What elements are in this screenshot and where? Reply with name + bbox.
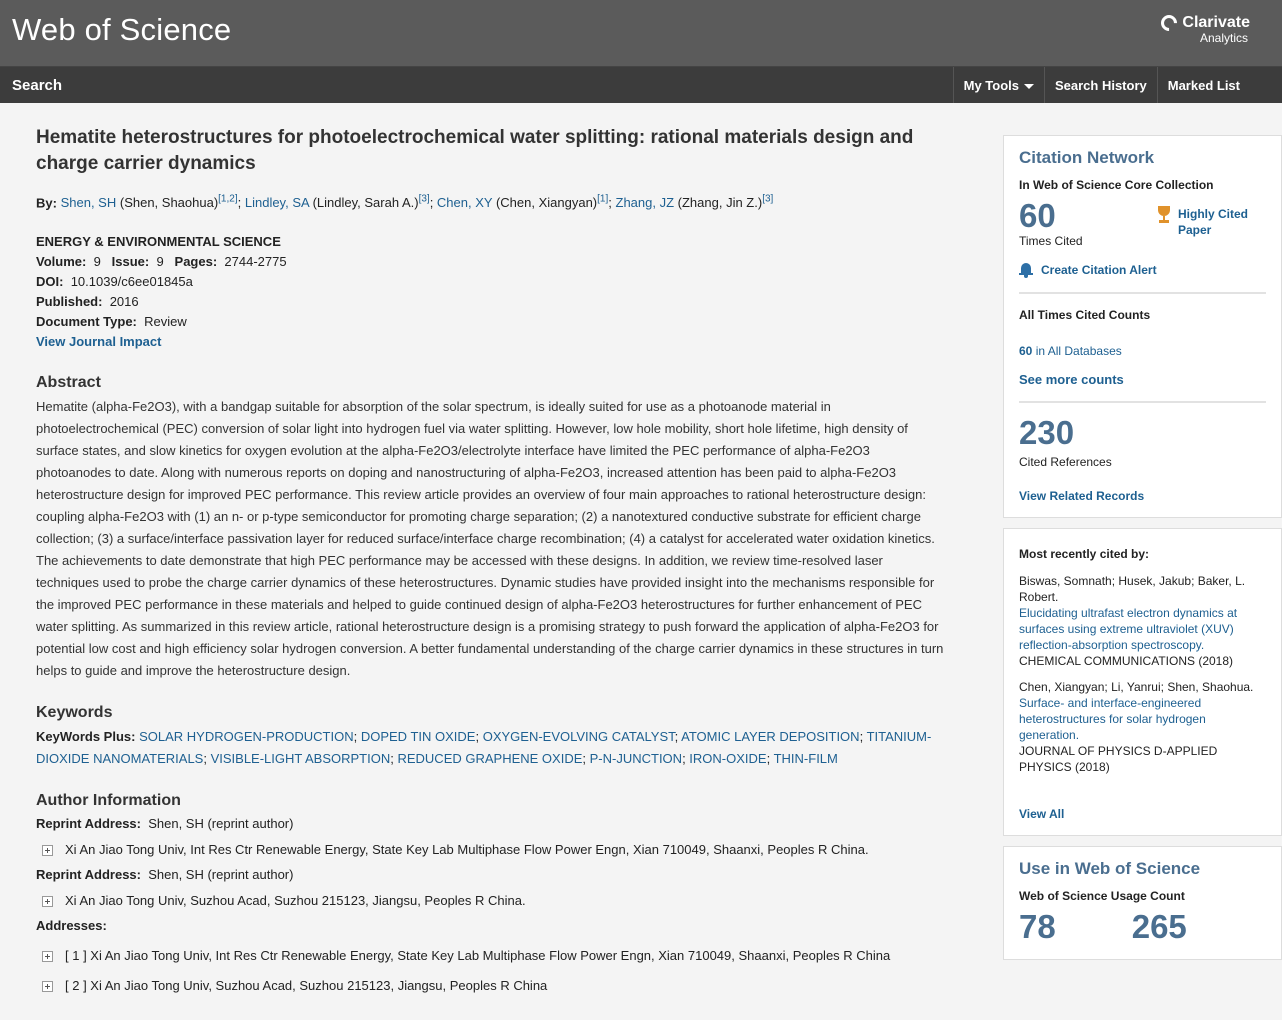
record-meta — [36, 232, 948, 352]
brand-title[interactable]: Web of Science — [12, 12, 232, 47]
addresses-label: Addresses: — [36, 918, 107, 934]
create-citation-alert[interactable] — [1019, 262, 1266, 278]
citing-authors: Chen, Xiangyan; Li, Yanrui; Shen, Shaohua. — [1019, 680, 1254, 694]
usage-title: Use in Web of Science — [1019, 859, 1201, 878]
highly-cited-label: Highly Cited Paper — [1178, 207, 1249, 237]
volume-value: 9 — [93, 254, 101, 270]
by-label: By: — [36, 195, 57, 211]
keyword-link[interactable]: THIN-FILM — [773, 751, 838, 767]
nav-search-history[interactable]: Search History — [1044, 67, 1157, 103]
reprint-address-1: Xi An Jiao Tong Univ, Int Res Ctr Renewable Energy, State Key Lab Multiphase Flow Power Engn, Xian 710049, Shaanxi, Peoples R China. — [42, 840, 948, 860]
times-cited-count[interactable]: 60 — [1019, 197, 1056, 234]
pages-value: 2744-2775 — [224, 254, 287, 270]
usage-count-since-2013: 265 — [1131, 908, 1187, 945]
nav-search[interactable]: Search — [12, 77, 63, 94]
create-alert-label: Create Citation Alert — [1041, 263, 1157, 277]
address-2: [ 2 ] Xi An Jiao Tong Univ, Suzhou Acad, Suzhou 215123, Jiangsu, Peoples R China — [42, 976, 948, 996]
top-header — [0, 0, 1282, 67]
reprint-row-1: Reprint Address: Shen, SH (reprint author) — [36, 816, 294, 832]
cited-references-count[interactable]: 230 — [1019, 414, 1075, 451]
author-full-name: (Zhang, Jin Z.) — [677, 195, 763, 211]
affiliation-ref[interactable]: [1,2] — [218, 194, 238, 205]
doi-value: 10.1039/c6ee01845a — [70, 274, 193, 290]
keyword-link[interactable]: VISIBLE-LIGHT ABSORPTION — [210, 751, 391, 767]
volume-row: Volume: 9 Issue: 9 Pages: 2744-2775 — [36, 254, 287, 270]
abstract-text: Hematite (alpha-Fe2O3), with a bandgap suitable for absorption of the solar spectrum, is ideally suited for use as a photoanode material in photoelectrochemical (PEC) conversion of solar light into hydrogen fuel via water splitting. However, low hole mobility, short hole lifetime, high density of surface states, and slow kinetics for oxygen evolution at the alpha-Fe2O3/electrolyte interface have limited the PEC performance of alpha-Fe2O3 photoanodes to date. Along with numerous reports on doping and nanostructuring of alpha-Fe2O3, increased attention has been paid to alpha-Fe2O3 heterostructure design for improved PEC performance. This review article provides an overview of four main approaches to rational heterostructure design: coupling alpha-Fe2O3 with (1) an n- or p-type semiconductor for promoting charge separation; (2) a nanotextured conductive substrate for efficient charge collection; (3) a surface/interface passivation layer for reduced surface/interface charge recombination; (4) a catalyst for accelerated water oxidation kinetics. The achievements to date demonstrate that high PEC performance may be accessed with these designs. In addition, we review time-resolved laser techniques used to probe the charge carrier dynamics of these heterostructures. Dynamic studies have provided insight into the mechanisms responsible for the improved PEC performance in these materials and helped to guide continued design of alpha-Fe2O3 heterostructures for further enhancement of PEC water splitting. As summarized in this review article, rational heterostructure design is a promising strategy to push forward the application of alpha-Fe2O3 for potential low cost and high efficiency solar hydrogen conversion. A better fundamental understanding of the charge carrier dynamics in these structures in turn helps to guide and improve the heterostructure design. — [36, 399, 944, 679]
affiliation-ref[interactable]: [3] — [418, 194, 430, 205]
nav-marked-list[interactable]: Marked List — [1157, 67, 1282, 103]
highly-cited-badge[interactable] — [1156, 206, 1266, 238]
reprint-address-2: Xi An Jiao Tong Univ, Suzhou Acad, Suzhou 215123, Jiangsu, Peoples R China. — [42, 891, 948, 911]
record-main — [36, 125, 948, 1001]
nav-my-tools[interactable] — [953, 67, 1044, 103]
keywords-plus-label: KeyWords Plus: — [36, 729, 136, 745]
keyword-link[interactable]: ATOMIC LAYER DEPOSITION — [681, 729, 860, 745]
citing-title-link[interactable]: Elucidating ultrafast electron dynamics at surfaces using extreme ultraviolet (XUV) reflection-absorption spectroscopy. — [1019, 606, 1238, 652]
affiliation-ref[interactable]: [3] — [762, 194, 774, 205]
cited-references-label: Cited References — [1019, 455, 1112, 469]
citation-network-title: Citation Network — [1019, 148, 1155, 167]
doctype-row: Document Type: Review — [36, 314, 187, 330]
expand-plus-icon[interactable] — [42, 951, 53, 962]
keyword-link[interactable]: DOPED TIN OXIDE — [360, 729, 476, 745]
reprint-author-2: Shen, SH (reprint author) — [148, 867, 294, 883]
author-full-name: (Chen, Xiangyan) — [495, 195, 598, 211]
citation-network-card — [1003, 135, 1282, 518]
view-all-link[interactable]: View All — [1019, 807, 1065, 821]
expand-plus-icon[interactable] — [42, 981, 53, 992]
recently-cited-card — [1003, 528, 1282, 836]
reprint-author-1: Shen, SH (reprint author) — [148, 816, 294, 832]
nav-bar — [0, 67, 1282, 103]
affiliation-ref[interactable]: [1] — [597, 194, 609, 205]
view-related-records-link[interactable]: View Related Records — [1019, 489, 1145, 503]
keywords-plus: KeyWords Plus: SOLAR HYDROGEN-PRODUCTION; DOPED TIN OXIDE; OXYGEN-EVOLVING CATALYST; ATOMIC LAYER DEPOSITION; TITANIUM-DIOXIDE NANOMATERIALS; VISIBLE-LIGHT ABSORPTION; REDUCED GRAPHENE OXIDE; P-N-JUNCTION; IRON-OXIDE; THIN-FILM — [36, 729, 932, 767]
vendor-sub: Analytics — [1199, 31, 1248, 45]
citing-source: JOURNAL OF PHYSICS D-APPLIED PHYSICS (2018) — [1019, 744, 1218, 774]
expand-plus-icon[interactable] — [42, 896, 53, 907]
doctype-value: Review — [144, 314, 187, 330]
usage-count-label: Web of Science Usage Count — [1019, 889, 1185, 903]
all-counts-label: All Times Cited Counts — [1019, 308, 1151, 322]
usage-count-180-days: 78 — [1019, 908, 1056, 945]
published-value: 2016 — [109, 294, 139, 310]
trophy-icon — [1156, 206, 1172, 224]
keyword-link[interactable]: OXYGEN-EVOLVING CATALYST — [482, 729, 675, 745]
divider — [1019, 401, 1266, 403]
abstract-heading: Abstract — [36, 374, 101, 392]
times-cited-label: Times Cited — [1019, 234, 1083, 248]
reprint-row-2: Reprint Address: Shen, SH (reprint author) — [36, 867, 294, 883]
published-row: Published: 2016 — [36, 294, 139, 310]
citing-article — [1019, 679, 1266, 775]
citing-authors: Biswas, Somnath; Husek, Jakub; Baker, L. Robert. — [1019, 574, 1246, 604]
view-journal-impact-link[interactable]: View Journal Impact — [36, 334, 162, 350]
citing-article — [1019, 573, 1266, 669]
doi-row: DOI: 10.1039/c6ee01845a — [36, 274, 193, 290]
record-title: Hematite heterostructures for photoelectrochemical water splitting: rational materials design and charge carrier dynamics — [36, 127, 914, 174]
keywords-heading: Keywords — [36, 704, 113, 722]
author-separator: ; — [429, 195, 437, 211]
citing-title-link[interactable]: Surface- and interface-engineered heterostructures for solar hydrogen generation. — [1019, 696, 1206, 742]
my-tools-label: My Tools — [963, 77, 1019, 93]
recently-cited-title: Most recently cited by: — [1019, 547, 1150, 561]
expand-plus-icon[interactable] — [42, 845, 53, 856]
bell-icon — [1019, 262, 1033, 278]
author-full-name: (Shen, Shaohua) — [119, 195, 219, 211]
author-full-name: (Lindley, Sarah A.) — [312, 195, 419, 211]
keyword-link[interactable]: TITANIUM-DIOXIDE NANOMATERIALS — [36, 729, 932, 767]
author-separator: ; — [237, 195, 245, 211]
author-link[interactable]: Chen, XY — [436, 195, 493, 211]
source-title: ENERGY & ENVIRONMENTAL SCIENCE — [36, 234, 281, 250]
see-more-counts-link[interactable]: See more counts — [1019, 372, 1124, 387]
core-collection-label: In Web of Science Core Collection — [1019, 178, 1214, 192]
keyword-link[interactable]: IRON-OXIDE — [689, 751, 767, 767]
keyword-link[interactable]: SOLAR HYDROGEN-PRODUCTION — [139, 729, 354, 745]
sidebar — [1003, 135, 1282, 970]
author-byline — [36, 191, 948, 212]
vendor-logo[interactable] — [1161, 14, 1250, 45]
author-separator: ; — [608, 195, 616, 211]
vendor-name: Clarivate — [1182, 14, 1250, 31]
caret-down-icon — [1024, 84, 1034, 89]
author-link[interactable]: Zhang, JZ — [615, 195, 675, 211]
all-databases-link[interactable]: 60 in All Databases — [1019, 344, 1122, 358]
divider — [1019, 292, 1266, 294]
author-info-heading: Author Information — [36, 792, 181, 810]
author-link[interactable]: Shen, SH — [60, 195, 117, 211]
usage-card — [1003, 846, 1282, 960]
citing-source: CHEMICAL COMMUNICATIONS (2018) — [1019, 654, 1234, 668]
issue-value: 9 — [156, 254, 164, 270]
keyword-link[interactable]: REDUCED GRAPHENE OXIDE — [397, 751, 583, 767]
author-link[interactable]: Lindley, SA — [244, 195, 309, 211]
keyword-link[interactable]: P-N-JUNCTION — [589, 751, 683, 767]
address-1: [ 1 ] Xi An Jiao Tong Univ, Int Res Ctr Renewable Energy, State Key Lab Multiphase Flow Power Engn, Xian 710049, Shaanxi, Peoples R China — [42, 946, 948, 966]
